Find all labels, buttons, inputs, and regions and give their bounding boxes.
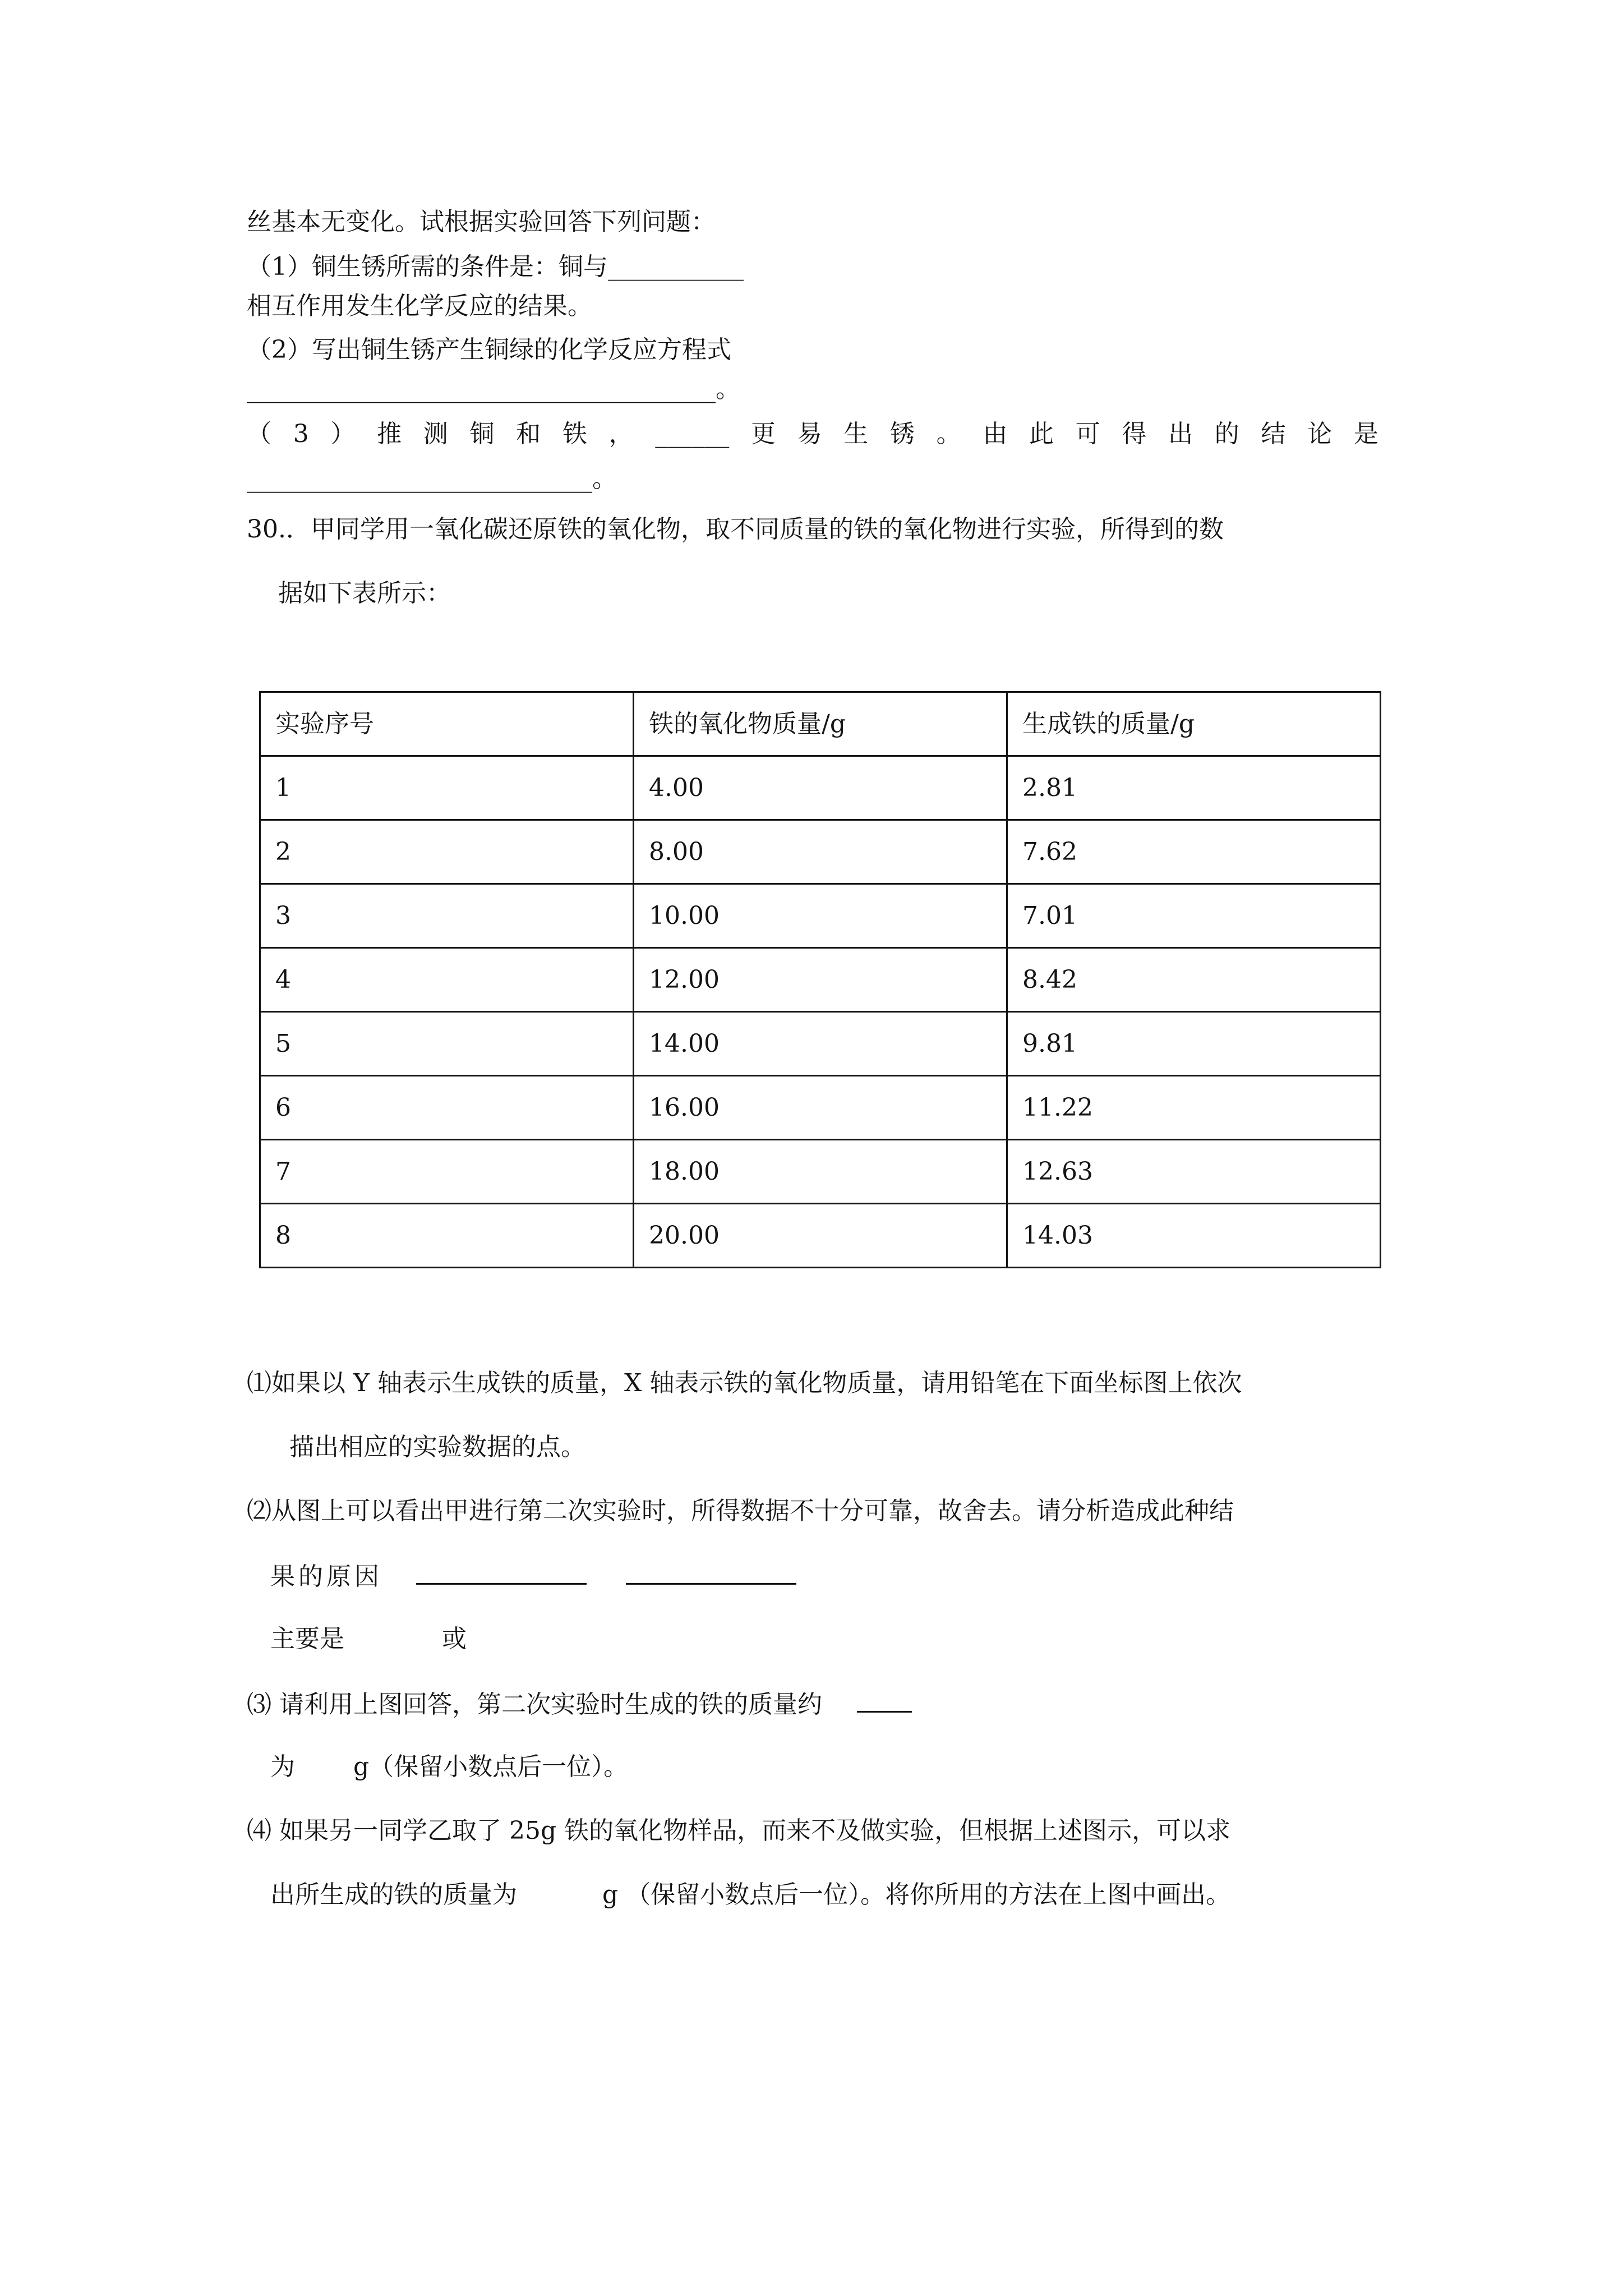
table-header-row [260, 692, 1381, 756]
question-3-char: 铜 [469, 420, 495, 448]
question-3-line-1 [247, 417, 1378, 451]
part-4-line-1: ⑷ 如果另一同学乙取了 25g 铁的氧化物样品，而来不及做实验，但根据上述图示，可以求 [247, 1816, 1231, 1845]
table-cell: 4.00 [634, 756, 1007, 820]
table-cell: 2.81 [1007, 756, 1381, 820]
part-3-line-1 [247, 1686, 912, 1722]
question-3-char: 铁 [562, 420, 587, 448]
table-row [260, 884, 1381, 948]
table-cell: 4 [260, 948, 634, 1012]
table-cell: 7 [260, 1140, 634, 1204]
table-cell: 8 [260, 1204, 634, 1268]
data-table [259, 691, 1381, 1268]
question-3-char: 。 [936, 420, 961, 448]
question-3-blank: ______ [655, 420, 730, 448]
part-4-line-2 [270, 1878, 1230, 1912]
intro-tail-text: 丝基本无变化。试根据实验回答下列问题： [247, 208, 716, 236]
question-3-char: ） [330, 420, 356, 448]
question-3-char: （ [247, 420, 271, 448]
table-header-cell: 铁的氧化物质量/g [634, 692, 1007, 756]
part-3-line-1-text: ⑶ 请利用上图回答，第二次实验时生成的铁的质量约 [247, 1690, 822, 1719]
table-cell: 18.00 [634, 1140, 1007, 1204]
table-cell: 12.00 [634, 948, 1007, 1012]
table-cell: 20.00 [634, 1204, 1007, 1268]
question-3-char: 推 [377, 420, 402, 448]
question-3-char: 出 [1168, 420, 1193, 448]
table-row [260, 948, 1381, 1012]
question-1-line-2: 相互作用发生化学反应的结果。 [247, 292, 592, 320]
part-2-line-2-text: 果的原因 [270, 1562, 382, 1591]
question-3-char: 是 [1353, 420, 1378, 448]
table-cell: 9.81 [1007, 1012, 1381, 1076]
table-cell: 16.00 [634, 1076, 1007, 1140]
question-3-char: 结 [1261, 420, 1286, 448]
table-cell: 2 [260, 820, 634, 884]
table-cell: 7.01 [1007, 884, 1381, 948]
part-2-main-label: 主要是 [270, 1625, 344, 1653]
question-3-char: 易 [797, 420, 822, 448]
table-row [260, 1204, 1381, 1268]
table-cell: 6 [260, 1076, 634, 1140]
question-3-char: 更 [750, 420, 776, 448]
question-3-char: 由 [983, 420, 1008, 448]
part-2-line-1: ⑵从图上可以看出甲进行第二次实验时，所得数据不十分可靠，故舍去。请分析造成此种结 [247, 1497, 1234, 1525]
table-cell: 14.03 [1007, 1204, 1381, 1268]
table-row [260, 1140, 1381, 1204]
part-1-line-2: 描出相应的实验数据的点。 [289, 1433, 585, 1461]
table-cell: 12.63 [1007, 1140, 1381, 1204]
answer-blank-2 [626, 1558, 796, 1585]
table-cell: 11.22 [1007, 1076, 1381, 1140]
table-cell: 7.62 [1007, 820, 1381, 884]
part-3-line-2-label: 为 [270, 1752, 295, 1781]
table-cell: 8.42 [1007, 948, 1381, 1012]
table-header-cell: 实验序号 [260, 692, 634, 756]
table-cell: 1 [260, 756, 634, 820]
part-1-line-1: ⑴如果以 Y 轴表示生成铁的质量，X 轴表示铁的氧化物质量，请用铅笔在下面坐标图上依次 [247, 1369, 1242, 1397]
question-3-char: ， [608, 420, 634, 448]
question-30-line-1: 30.．甲同学用一氧化碳还原铁的氧化物，取不同质量的铁的氧化物进行实验，所得到的数 [247, 515, 1224, 544]
question-3-char: 生 [843, 420, 869, 448]
question-3-char: 可 [1075, 420, 1100, 448]
question-30-line-2: 据如下表所示： [278, 579, 451, 608]
table-row [260, 820, 1381, 884]
question-3-char: 的 [1214, 420, 1239, 448]
table-row [260, 1076, 1381, 1140]
table-row [260, 756, 1381, 820]
table-cell: 3 [260, 884, 634, 948]
part-4-line-2-label: 出所生成的铁的质量为 [270, 1880, 517, 1909]
question-3-char: 和 [516, 420, 541, 448]
question-3-char: 测 [423, 420, 448, 448]
question-3-char: 得 [1122, 420, 1147, 448]
question-3-char: 此 [1029, 420, 1054, 448]
question-2-line-1: （2）写出铜生锈产生铜绿的化学反应方程式 [247, 335, 731, 364]
question-3-char: 3 [293, 420, 309, 448]
question-3-char: 论 [1307, 420, 1332, 448]
part-2-or-label: 或 [442, 1625, 467, 1653]
part-3-line-2-unit: g（保留小数点后一位）。 [353, 1752, 629, 1781]
table-cell: 14.00 [634, 1012, 1007, 1076]
part-4-line-2-unit: g （保留小数点后一位）。将你所用的方法在上图中画出。 [602, 1880, 1231, 1909]
question-3-char: 锈 [889, 420, 915, 448]
table-header-cell: 生成铁的质量/g [1007, 692, 1381, 756]
table-cell: 8.00 [634, 820, 1007, 884]
table-cell: 10.00 [634, 884, 1007, 948]
question-2-answer-line: ______________________________________。 [247, 375, 740, 403]
answer-blank-3 [857, 1686, 912, 1713]
question-3-answer-line: ____________________________。 [247, 464, 617, 493]
part-2-line-3 [270, 1622, 467, 1656]
table-cell: 5 [260, 1012, 634, 1076]
part-3-line-2 [270, 1750, 628, 1784]
part-2-line-2 [270, 1558, 796, 1594]
answer-blank-1 [416, 1558, 587, 1585]
question-1-line-1: （1）铜生锈所需的条件是：铜与___________ [247, 252, 744, 281]
table-row [260, 1012, 1381, 1076]
